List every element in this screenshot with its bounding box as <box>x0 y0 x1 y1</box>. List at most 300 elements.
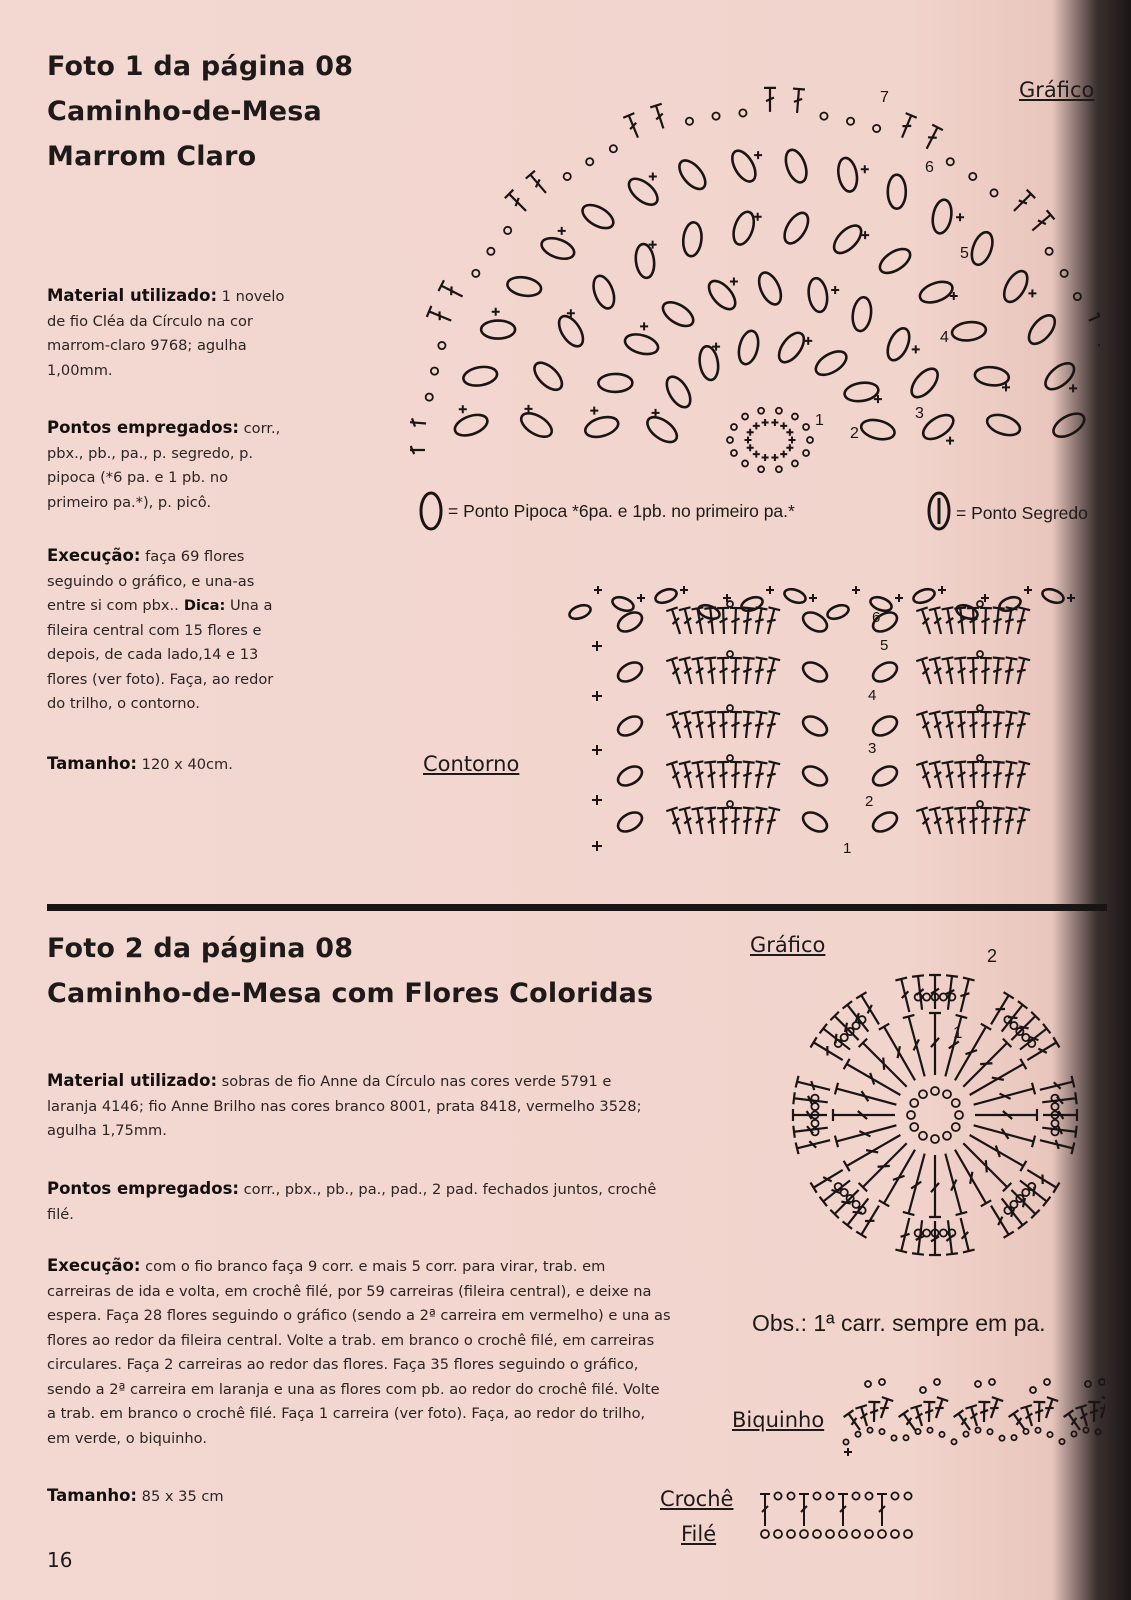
pipoca-stitch <box>870 809 901 836</box>
chain-stitch <box>811 1103 818 1110</box>
chain-stitch <box>826 1530 834 1538</box>
obs-note: Obs.: 1ª carr. sempre em pa. <box>752 1310 1046 1336</box>
treble-stitch <box>692 761 708 789</box>
chain-stitch <box>472 270 479 277</box>
pipoca-stitch <box>654 587 679 606</box>
section2-material-label: Material utilizado: <box>47 1071 218 1090</box>
pipoca-stitch <box>800 713 831 740</box>
chain-stitch <box>920 1387 926 1393</box>
pipoca-stitch <box>611 595 636 614</box>
treble-stitch <box>979 808 992 834</box>
single-crochet-stitch <box>771 454 778 461</box>
treble-stitch <box>959 1039 1011 1091</box>
chain-stitch <box>586 158 593 165</box>
treble-stitch <box>916 807 935 835</box>
chain-stitch <box>878 1530 886 1538</box>
treble-stitch <box>1012 607 1030 635</box>
pipoca-stitch <box>568 603 593 622</box>
single-crochet-stitch <box>786 429 793 436</box>
chain-stitch <box>1051 1120 1058 1127</box>
treble-stitch <box>751 807 767 835</box>
pipoca-stitch <box>806 277 829 313</box>
chain-stitch <box>1061 270 1068 277</box>
treble-stitch <box>1020 1405 1037 1428</box>
treble-stitch <box>959 1139 1011 1191</box>
chain-stitch <box>431 367 438 374</box>
pipoca-stitch <box>530 358 567 395</box>
treble-stitch <box>954 712 969 739</box>
pipoca-stitch <box>951 320 987 342</box>
treble-stitch <box>1009 1410 1030 1433</box>
chain-stitch <box>1047 1432 1052 1437</box>
section2-material <box>47 1069 657 1144</box>
treble-stitch <box>679 761 697 789</box>
single-crochet-stitch <box>592 841 602 851</box>
chain-stitch <box>1071 1431 1076 1436</box>
single-crochet-stitch <box>780 422 787 429</box>
chain-stitch <box>426 394 433 401</box>
section1-title-line3: Marrom Claro <box>47 141 257 172</box>
treble-stitch <box>729 608 742 634</box>
pipoca-stitch <box>974 366 1010 387</box>
pipoca-stitch <box>462 364 499 388</box>
single-crochet-stitch <box>680 586 688 594</box>
treble-stitch <box>796 1134 832 1154</box>
treble-stitch <box>650 104 669 131</box>
pipoca-stitch <box>728 147 761 185</box>
treble-stitch <box>990 808 1005 835</box>
treble-stitch <box>916 711 935 739</box>
single-crochet-stitch <box>895 594 903 602</box>
single-crochet-stitch <box>747 429 754 436</box>
treble-stitch <box>967 712 980 738</box>
treble-stitch <box>1012 657 1030 685</box>
chain-stitch <box>610 145 617 152</box>
treble-stitch <box>955 1217 975 1253</box>
single-crochet-stitch <box>745 437 752 444</box>
chain-stitch <box>727 755 733 761</box>
single-crochet-stitch <box>592 641 602 651</box>
treble-stitch <box>679 807 697 835</box>
treble-stitch <box>729 762 742 788</box>
chain-stitch <box>792 460 798 466</box>
treble-stitch <box>692 807 708 835</box>
chain-stitch <box>852 1530 860 1538</box>
chain-stitch <box>867 1428 872 1433</box>
pipoca-stitch <box>1050 409 1088 442</box>
chain-stitch <box>977 801 983 807</box>
treble-stitch <box>954 1410 975 1433</box>
row-number: 4 <box>868 687 877 704</box>
pipoca-stitch <box>662 373 695 411</box>
chain-stitch <box>934 1379 940 1385</box>
croche-label-line2: Filé <box>681 1522 717 1546</box>
chain-stitch <box>975 1428 980 1433</box>
chain-stitch <box>977 601 983 607</box>
chain-stitch <box>931 1087 939 1095</box>
treble-stitch <box>929 807 947 835</box>
row-number: 5 <box>960 245 969 262</box>
treble-stitch <box>942 711 958 739</box>
treble-stitch <box>692 657 708 685</box>
chain-stitch <box>915 1429 920 1434</box>
treble-stitch <box>704 762 719 789</box>
section1-pontos <box>47 416 287 515</box>
row-number: 2 <box>850 425 859 442</box>
single-crochet-stitch <box>938 586 946 594</box>
pipoca-stitch <box>800 659 831 686</box>
pipoca-stitch <box>829 221 866 258</box>
chain-stitch <box>727 801 733 807</box>
pipoca-stitch <box>615 609 646 636</box>
chain-stitch <box>955 1111 963 1119</box>
treble-stitch <box>929 1221 941 1255</box>
treble-stitch <box>704 808 719 835</box>
pipoca-stitch <box>682 221 703 257</box>
chain-stitch <box>761 1530 769 1538</box>
section1-material-text: 1 novelo de fio Cléa da Círculo na cor marrom-claro 9768; agulha 1,00mm. <box>47 288 285 379</box>
section2-title <box>47 926 653 1016</box>
treble-stitch <box>929 1155 941 1217</box>
treble-stitch <box>751 607 767 635</box>
pipoca-stitch <box>615 763 646 790</box>
treble-stitch <box>717 658 730 684</box>
single-crochet-stitch <box>1028 289 1036 297</box>
treble-stitch <box>990 712 1005 739</box>
chain-stitch <box>727 705 733 711</box>
single-crochet-stitch <box>809 594 817 602</box>
section1-flower-chart <box>410 50 1100 480</box>
treble-stitch <box>877 1494 887 1526</box>
treble-stitch <box>666 657 685 685</box>
chain-stitch <box>873 125 880 132</box>
treble-stitch <box>1095 1397 1105 1420</box>
row-number: 7 <box>880 89 889 106</box>
treble-stitch <box>978 1402 990 1422</box>
pipoca-stitch <box>907 364 943 402</box>
single-crochet-stitch <box>789 437 796 444</box>
contorno-chart <box>560 570 1080 880</box>
biquinho-label: Biquinho <box>732 1408 825 1432</box>
pipoca-stitch <box>452 411 490 440</box>
chain-stitch <box>855 1432 860 1437</box>
section1-tamanho-label: Tamanho: <box>47 754 138 773</box>
treble-stitch <box>868 1402 880 1422</box>
single-crochet-stitch <box>753 451 760 458</box>
single-crochet-stitch <box>590 407 598 415</box>
pipoca-stitch <box>780 209 813 247</box>
treble-stitch <box>1075 1405 1092 1428</box>
section2-execucao <box>47 1254 672 1451</box>
row-number: 5 <box>880 637 889 654</box>
chain-stitch <box>1095 1429 1100 1434</box>
treble-stitch <box>979 608 992 634</box>
chain-stitch <box>847 118 854 125</box>
chain-stitch <box>963 1432 968 1437</box>
pipoca-stitch <box>888 175 906 209</box>
chain-stitch <box>910 1123 918 1131</box>
single-crochet-stitch <box>754 151 762 159</box>
chain-stitch <box>742 414 748 420</box>
pipoca-stitch <box>919 410 957 444</box>
pipoca-stitch <box>774 328 809 366</box>
pipoca-stitch <box>517 408 555 441</box>
treble-stitch <box>979 658 992 684</box>
treble-stitch <box>1012 761 1030 789</box>
row-number: 6 <box>925 159 934 176</box>
row-number: 1 <box>843 840 852 857</box>
single-crochet-stitch <box>804 337 812 345</box>
pipoca-stitch <box>930 198 954 235</box>
chain-stitch <box>865 1381 871 1387</box>
chain-stitch <box>504 227 511 234</box>
chain-stitch <box>1030 1387 1036 1393</box>
treble-stitch <box>955 978 975 1014</box>
treble-stitch <box>1040 1397 1058 1420</box>
pipoca-stitch <box>659 297 697 330</box>
chain-stitch <box>807 437 813 443</box>
treble-stitch <box>762 761 780 789</box>
chain-stitch <box>826 1492 833 1499</box>
single-crochet-stitch <box>525 405 533 413</box>
chain-stitch <box>813 1530 821 1538</box>
single-crochet-stitch <box>459 405 467 413</box>
treble-stitch <box>929 975 941 1009</box>
chain-stitch <box>776 466 782 472</box>
chain-stitch <box>947 158 954 165</box>
treble-stitch <box>704 712 719 739</box>
treble-stitch <box>666 807 685 835</box>
chain-stitch <box>731 424 737 430</box>
segredo-symbol-icon <box>924 490 954 532</box>
section2-pontos <box>47 1177 657 1227</box>
treble-stitch <box>942 761 958 789</box>
treble-stitch <box>762 807 780 835</box>
pipoca-stitch <box>870 763 901 790</box>
chain-stitch <box>939 1432 944 1437</box>
pipoca-stitch <box>755 269 786 307</box>
treble-stitch <box>717 762 730 788</box>
chain-stitch <box>1023 1429 1028 1434</box>
chain-stitch <box>1046 248 1053 255</box>
treble-stitch <box>526 171 551 197</box>
section2-title-line1: Foto 2 da página 08 <box>47 933 354 964</box>
treble-stitch <box>859 1039 911 1091</box>
treble-stitch <box>505 190 530 215</box>
chain-stitch <box>903 1435 908 1440</box>
pipoca-stitch <box>968 229 997 267</box>
chain-stitch <box>891 1435 896 1440</box>
single-crochet-stitch <box>637 594 645 602</box>
treble-stitch <box>793 1109 827 1121</box>
treble-stitch <box>1086 306 1100 326</box>
single-crochet-stitch <box>652 409 660 417</box>
pipoca-stitch <box>554 312 588 350</box>
treble-stitch <box>679 657 697 685</box>
chain-stitch <box>774 1492 781 1499</box>
chain-stitch <box>1083 1428 1088 1433</box>
treble-stitch <box>1001 711 1017 739</box>
section1-title <box>47 44 353 179</box>
treble-stitch <box>427 306 454 326</box>
chain-stitch <box>1044 1379 1050 1385</box>
chain-stitch <box>987 1429 992 1434</box>
pipoca-stitch <box>876 244 914 278</box>
single-crochet-stitch <box>1067 594 1075 602</box>
treble-stitch <box>791 89 805 114</box>
treble-stitch <box>751 711 767 739</box>
treble-stitch <box>740 808 755 835</box>
pipoca-stitch <box>675 156 711 194</box>
treble-stitch <box>751 657 767 685</box>
section1-grafico-label: Gráfico <box>1019 78 1095 102</box>
chain-stitch <box>904 1530 912 1538</box>
pipoca-stitch <box>783 587 808 606</box>
chain-stitch <box>758 408 764 414</box>
chain-stitch <box>813 1492 820 1499</box>
treble-stitch <box>954 808 969 835</box>
legend-pipoca: = Ponto Pipoca *6pa. e 1pb. no primeiro pa.* <box>448 501 795 521</box>
section1-title-line2: Caminho-de-Mesa <box>47 96 322 127</box>
chain-stitch <box>438 342 445 349</box>
pipoca-stitch <box>883 325 913 363</box>
treble-stitch <box>896 113 916 140</box>
pipoca-stitch <box>955 603 980 622</box>
pipoca-stitch <box>643 412 681 447</box>
chain-stitch <box>940 993 947 1000</box>
treble-stitch <box>1088 1402 1100 1422</box>
chain-stitch <box>977 755 983 761</box>
treble-stitch <box>1064 1410 1085 1433</box>
row-number: 4 <box>940 329 949 346</box>
pipoca-stitch <box>851 296 873 332</box>
chain-stitch <box>841 1034 848 1041</box>
chain-stitch <box>1085 1381 1091 1387</box>
pipoca-stitch <box>590 273 619 311</box>
treble-stitch <box>929 1013 941 1075</box>
pipoca-stitch <box>1024 311 1060 349</box>
pipoca-stitch <box>800 763 831 790</box>
section2-pontos-text: corr., pbx., pb., pa., pad., 2 pad. fechados juntos, crochê filé. <box>47 1181 657 1223</box>
treble-stitch <box>916 657 935 685</box>
pipoca-stitch <box>812 347 850 380</box>
treble-stitch <box>916 761 935 789</box>
section2-material-text: sobras de fio Anne da Círculo nas cores verde 5791 e laranja 4146; fio Anne Brilho nas cores branco 8001, prata 8418, vermelho 3528; agulha 1,75mm. <box>47 1073 642 1139</box>
chain-stitch <box>989 1379 995 1385</box>
pipoca-stitch <box>623 331 661 358</box>
treble-stitch <box>855 1405 872 1428</box>
treble-stitch <box>930 1397 948 1420</box>
croche-file-chart <box>755 1486 925 1546</box>
chain-stitch <box>852 1022 859 1029</box>
chain-stitch <box>952 1123 960 1131</box>
treble-stitch <box>990 762 1005 789</box>
single-crochet-stitch <box>640 322 648 330</box>
treble-stitch <box>666 711 685 739</box>
treble-stitch <box>1001 657 1017 685</box>
croche-label-line1: Crochê <box>660 1487 734 1511</box>
treble-stitch <box>1033 1402 1045 1422</box>
chain-stitch <box>951 1439 956 1444</box>
chain-stitch <box>1099 1379 1105 1385</box>
pipoca-stitch <box>800 609 831 636</box>
treble-stitch <box>762 607 780 635</box>
single-crochet-stitch <box>592 745 602 755</box>
section2-tamanho <box>47 1484 447 1510</box>
chain-stitch <box>727 437 733 443</box>
treble-stitch <box>875 1397 893 1420</box>
chain-stitch <box>841 1189 848 1196</box>
chain-stitch <box>975 1381 981 1387</box>
chain-stitch <box>839 1530 847 1538</box>
treble-stitch <box>1028 210 1054 235</box>
treble-stitch <box>666 761 685 789</box>
pipoca-stitch <box>826 603 851 622</box>
treble-stitch <box>954 762 969 789</box>
chain-stitch <box>792 414 798 420</box>
treble-stitch <box>1012 711 1030 739</box>
chain-stitch <box>1022 1034 1029 1041</box>
section1-execucao-label: Execução: <box>47 546 141 565</box>
section1-execucao <box>47 544 287 717</box>
chain-stitch <box>686 118 693 125</box>
chain-stitch <box>931 1135 939 1143</box>
treble-stitch <box>1038 1076 1074 1096</box>
pipoca-stitch <box>917 278 955 307</box>
chain-stitch <box>731 450 737 456</box>
single-crochet-stitch <box>592 691 602 701</box>
chain-stitch <box>999 1436 1004 1441</box>
section1-tamanho <box>47 752 307 778</box>
treble-stitch <box>1012 807 1030 835</box>
pipoca-stitch <box>730 209 758 247</box>
pipoca-stitch <box>624 174 662 210</box>
section1-execucao-text2: Una a fileira central com 15 flores e depois, de cada lado,14 e 13 flores (ver foto). Faça, ao redor do trilho, o contorno. <box>47 597 274 712</box>
pipoca-stitch <box>615 659 646 686</box>
single-crochet-stitch <box>771 419 778 426</box>
single-crochet-stitch <box>861 165 869 173</box>
treble-stitch <box>1038 1134 1074 1154</box>
treble-stitch <box>929 761 947 789</box>
chain-stitch <box>811 1120 818 1127</box>
treble-stitch <box>679 607 697 635</box>
treble-stitch <box>929 657 947 685</box>
chain-stitch <box>952 1099 960 1107</box>
treble-stitch <box>967 808 980 834</box>
treble-stitch <box>762 657 780 685</box>
treble-stitch <box>985 1397 1003 1420</box>
treble-stitch <box>679 711 697 739</box>
treble-stitch <box>410 444 425 456</box>
treble-stitch <box>438 280 465 302</box>
chain-stitch <box>1010 1022 1017 1029</box>
single-crochet-stitch <box>558 227 566 235</box>
pipoca-stitch <box>615 809 646 836</box>
treble-stitch <box>1043 1109 1077 1121</box>
chain-stitch <box>712 112 719 119</box>
single-crochet-stitch <box>1024 586 1032 594</box>
section1-execucao-text1: faça 69 flores seguindo o gráfico, e una-as entre si com pbx.. <box>47 548 255 614</box>
treble-stitch <box>704 658 719 685</box>
chain-stitch <box>803 424 809 430</box>
biquinho-chart <box>840 1372 1105 1462</box>
treble-stitch <box>844 1410 865 1433</box>
chain-stitch <box>977 651 983 657</box>
pipoca-stitch <box>998 595 1023 614</box>
section1-material-label: Material utilizado: <box>47 286 218 305</box>
chain-stitch <box>776 408 782 414</box>
treble-stitch <box>921 125 943 152</box>
